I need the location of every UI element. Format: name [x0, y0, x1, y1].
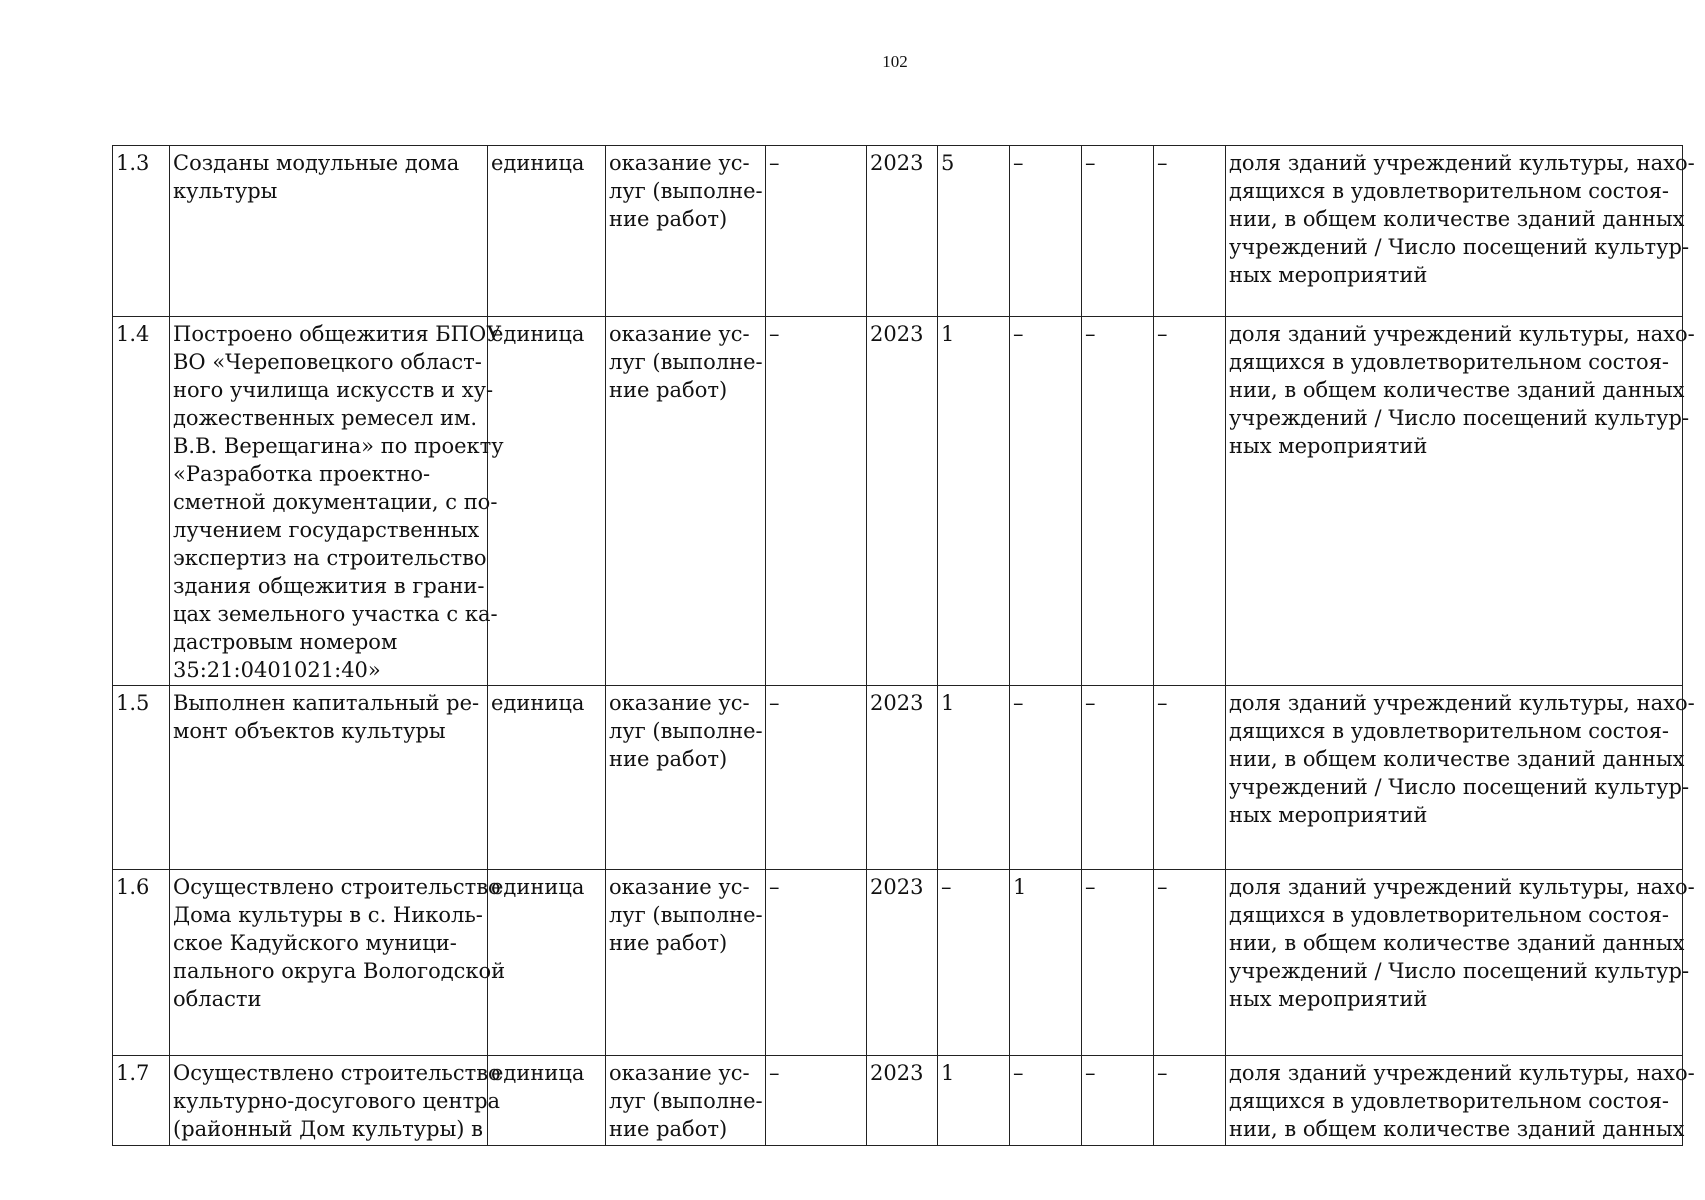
result-type-cell-line: оказание ус- [609, 322, 750, 346]
result-type-cell-line: луг (выполне- [609, 719, 763, 743]
value-2025-cell: – [1010, 686, 1082, 870]
result-name-cell-line: дожественных ремесел им. [173, 406, 478, 430]
result-name-cell-line: ного училища искусств и ху- [173, 378, 494, 402]
value-2026-cell: – [1082, 870, 1154, 1056]
result-type-cell [606, 146, 766, 317]
result-name-cell-line: Построено общежития БПОУ [173, 322, 502, 346]
row-number-cell: 1.5 [113, 686, 170, 870]
indicator-cell-line: учреждений / Число посещений культур- [1229, 406, 1690, 430]
table-row [113, 1056, 1683, 1146]
indicator-cell-line: доля зданий учреждений культуры, нахо- [1229, 875, 1695, 899]
result-type-cell [606, 870, 766, 1056]
value-2024-cell: 5 [938, 146, 1010, 317]
result-name-cell-line: «Разработка проектно- [173, 462, 431, 486]
result-name-cell-line: дастровым номером [173, 630, 398, 654]
unit-cell: единица [488, 146, 606, 317]
table-row [113, 870, 1683, 1056]
result-name-cell-line: культурно-досугового центра [173, 1089, 501, 1113]
value-2026-cell: – [1082, 686, 1154, 870]
result-name-cell-line: здания общежития в грани- [173, 574, 485, 598]
indicator-cell-line: дящихся в удовлетворительном состоя- [1229, 719, 1670, 743]
result-type-cell-line: ние работ) [609, 378, 728, 402]
result-name-cell [170, 1056, 501, 1146]
indicator-cell-line: учреждений / Число посещений культур- [1229, 235, 1690, 259]
value-2027-cell: – [1154, 686, 1226, 870]
results-table [112, 145, 1695, 1146]
year-cell: 2023 [867, 1056, 938, 1146]
result-name-cell-line: культуры [173, 179, 278, 203]
indicator-cell-line: дящихся в удовлетворительном состоя- [1229, 350, 1670, 374]
value-2026-cell: – [1082, 146, 1154, 317]
result-type-cell-line: луг (выполне- [609, 1089, 763, 1113]
indicator-cell-line: дящихся в удовлетворительном состоя- [1229, 903, 1670, 927]
value-2025-cell: – [1010, 146, 1082, 317]
indicator-cell [1226, 1056, 1695, 1146]
result-name-cell-line: экспертиз на строительство [173, 546, 487, 570]
row-number-cell: 1.3 [113, 146, 170, 317]
result-type-cell-line: ние работ) [609, 931, 728, 955]
indicator-cell [1226, 317, 1695, 686]
result-name-cell-line: области [173, 987, 262, 1011]
base-value-cell: – [766, 317, 867, 686]
value-2026-cell: – [1082, 317, 1154, 686]
value-2027-cell: – [1154, 870, 1226, 1056]
base-value-cell: – [766, 146, 867, 317]
indicator-cell [1226, 686, 1695, 870]
value-2024-cell: 1 [938, 1056, 1010, 1146]
result-name-cell-line: Созданы модульные дома [173, 151, 460, 175]
result-name-cell-line: пального округа Вологодской [173, 959, 506, 983]
table-row [113, 146, 1683, 317]
result-name-cell [170, 686, 488, 870]
result-name-cell-line: (районный Дом культуры) в [173, 1117, 483, 1141]
indicator-cell-line: доля зданий учреждений культуры, нахо- [1229, 1061, 1695, 1085]
result-name-cell-line: Выполнен капитальный ре- [173, 691, 480, 715]
value-2025-cell: 1 [1010, 870, 1082, 1056]
base-value-cell: – [766, 870, 867, 1056]
indicator-cell-line: доля зданий учреждений культуры, нахо- [1229, 691, 1695, 715]
year-cell: 2023 [867, 146, 938, 317]
result-name-cell [170, 317, 504, 686]
result-name-cell-line: 35:21:0401021:40» [173, 658, 381, 682]
row-number-cell: 1.6 [113, 870, 170, 1056]
indicator-cell-line: дящихся в удовлетворительном состоя- [1229, 1089, 1670, 1113]
indicator-cell-line: доля зданий учреждений культуры, нахо- [1229, 151, 1695, 175]
result-name-cell-line: сметной документации, с по- [173, 490, 498, 514]
indicator-cell-line: ных мероприятий [1229, 803, 1428, 827]
indicator-cell-line: учреждений / Число посещений культур- [1229, 959, 1690, 983]
result-name-cell-line: цах земельного участка с ка- [173, 602, 498, 626]
unit-cell: единица [488, 317, 606, 686]
indicator-cell-line: нии, в общем количестве зданий данных [1229, 207, 1685, 231]
value-2024-cell: 1 [938, 686, 1010, 870]
row-number-cell: 1.4 [113, 317, 170, 686]
result-name-cell-line: ское Кадуйского муници- [173, 931, 457, 955]
result-name-cell [170, 146, 488, 317]
value-2027-cell: – [1154, 146, 1226, 317]
indicator-cell-line: нии, в общем количестве зданий данных [1229, 747, 1685, 771]
result-type-cell-line: луг (выполне- [609, 903, 763, 927]
year-cell: 2023 [867, 686, 938, 870]
year-cell: 2023 [867, 870, 938, 1056]
result-type-cell-line: оказание ус- [609, 875, 750, 899]
page-number: 102 [882, 52, 908, 71]
result-name-cell-line: лучением государственных [173, 518, 480, 542]
value-2027-cell: – [1154, 317, 1226, 686]
value-2025-cell: – [1010, 1056, 1082, 1146]
indicator-cell-line: ных мероприятий [1229, 987, 1428, 1011]
base-value-cell: – [766, 1056, 867, 1146]
unit-cell: единица [488, 870, 606, 1056]
result-type-cell [606, 1056, 766, 1146]
indicator-cell-line: доля зданий учреждений культуры, нахо- [1229, 322, 1695, 346]
result-name-cell-line: В.В. Верещагина» по проекту [173, 434, 504, 458]
indicator-cell-line: ных мероприятий [1229, 263, 1428, 287]
result-type-cell-line: ние работ) [609, 207, 728, 231]
row-number-cell: 1.7 [113, 1056, 170, 1146]
result-type-cell [606, 686, 766, 870]
unit-cell: единица [488, 1056, 606, 1146]
result-name-cell-line: Дома культуры в с. Николь- [173, 903, 483, 927]
indicator-cell-line: нии, в общем количестве зданий данных [1229, 1117, 1685, 1141]
result-name-cell [170, 870, 506, 1056]
table-row [113, 686, 1683, 870]
indicator-cell-line: дящихся в удовлетворительном состоя- [1229, 179, 1670, 203]
result-type-cell [606, 317, 766, 686]
value-2024-cell: – [938, 870, 1010, 1056]
result-type-cell-line: ние работ) [609, 747, 728, 771]
result-type-cell-line: оказание ус- [609, 691, 750, 715]
result-type-cell-line: ние работ) [609, 1117, 728, 1141]
result-name-cell-line: монт объектов культуры [173, 719, 446, 743]
value-2025-cell: – [1010, 317, 1082, 686]
value-2027-cell: – [1154, 1056, 1226, 1146]
base-value-cell: – [766, 686, 867, 870]
indicator-cell [1226, 146, 1695, 317]
result-name-cell-line: Осуществлено строительство [173, 875, 501, 899]
indicator-cell-line: ных мероприятий [1229, 434, 1428, 458]
unit-cell: единица [488, 686, 606, 870]
value-2026-cell: – [1082, 1056, 1154, 1146]
result-name-cell-line: ВО «Череповецкого област- [173, 350, 482, 374]
indicator-cell-line: нии, в общем количестве зданий данных [1229, 378, 1685, 402]
value-2024-cell: 1 [938, 317, 1010, 686]
table-row [113, 317, 1683, 686]
year-cell: 2023 [867, 317, 938, 686]
result-type-cell-line: оказание ус- [609, 1061, 750, 1085]
result-name-cell-line: Осуществлено строительство [173, 1061, 501, 1085]
indicator-cell-line: нии, в общем количестве зданий данных [1229, 931, 1685, 955]
result-type-cell-line: луг (выполне- [609, 179, 763, 203]
result-type-cell-line: оказание ус- [609, 151, 750, 175]
result-type-cell-line: луг (выполне- [609, 350, 763, 374]
indicator-cell-line: учреждений / Число посещений культур- [1229, 775, 1690, 799]
indicator-cell [1226, 870, 1695, 1056]
